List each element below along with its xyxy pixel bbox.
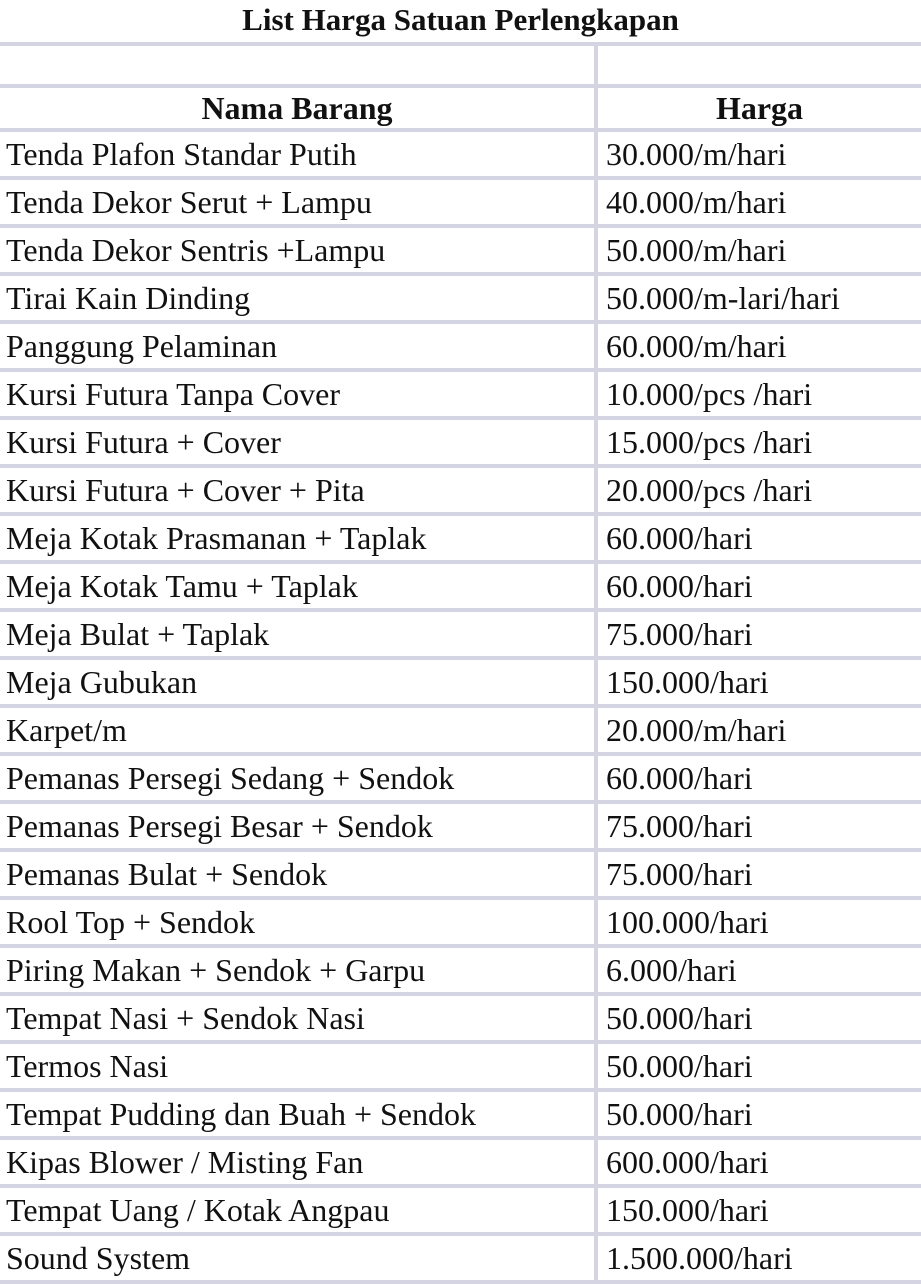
table-row	[0, 708, 921, 756]
item-price-cell: 6.000/hari	[606, 951, 737, 988]
item-name-cell: Tenda Plafon Standar Putih	[0, 132, 598, 176]
table-row	[0, 276, 921, 324]
item-price-cell: 75.000/hari	[606, 615, 753, 652]
item-name-cell: Panggung Pelaminan	[0, 324, 598, 368]
item-price-cell: 75.000/hari	[606, 807, 753, 844]
column-header-price: Harga	[715, 89, 804, 126]
item-price-cell: 50.000/m-lari/hari	[606, 279, 840, 316]
item-name-cell: Pemanas Bulat + Sendok	[0, 852, 598, 896]
table-row	[0, 804, 921, 852]
table-row	[0, 1140, 921, 1188]
item-name-cell: Kipas Blower / Misting Fan	[0, 1140, 598, 1184]
item-name-cell: Pemanas Persegi Besar + Sendok	[0, 804, 598, 848]
item-price-cell: 150.000/hari	[606, 663, 769, 700]
item-name-cell: Kursi Futura + Cover	[0, 420, 598, 464]
table-row	[0, 1044, 921, 1092]
item-name-cell: Meja Kotak Prasmanan + Taplak	[0, 516, 598, 560]
item-price-cell: 600.000/hari	[606, 1143, 769, 1180]
table-row	[0, 1092, 921, 1140]
item-price-cell: 1.500.000/hari	[606, 1239, 793, 1276]
blank-cell	[0, 46, 598, 84]
table-header	[0, 88, 921, 132]
table-row	[0, 132, 921, 180]
item-name-cell: Tempat Nasi + Sendok Nasi	[0, 996, 598, 1040]
item-price-cell: 20.000/pcs /hari	[606, 471, 813, 508]
table-row	[0, 996, 921, 1044]
item-name-cell: Kursi Futura + Cover + Pita	[0, 468, 598, 512]
item-price-cell: 10.000/pcs /hari	[606, 375, 813, 412]
item-name-cell: Piring Makan + Sendok + Garpu	[0, 948, 598, 992]
item-price-cell: 50.000/hari	[606, 1047, 753, 1084]
table-row	[0, 516, 921, 564]
item-price-cell: 150.000/hari	[606, 1191, 769, 1228]
table-row	[0, 900, 921, 948]
table-row	[0, 948, 921, 996]
table-row	[0, 372, 921, 420]
item-price-cell: 50.000/m/hari	[606, 231, 787, 268]
table-row	[0, 420, 921, 468]
item-price-cell: 15.000/pcs /hari	[606, 423, 813, 460]
table-row	[0, 1188, 921, 1236]
item-name-cell: Karpet/m	[0, 708, 598, 752]
blank-row	[0, 46, 921, 88]
item-price-cell: 60.000/hari	[606, 759, 753, 796]
item-name-cell: Pemanas Persegi Sedang + Sendok	[0, 756, 598, 800]
item-name-cell: Sound System	[0, 1236, 598, 1280]
table-row	[0, 228, 921, 276]
item-name-cell: Tempat Uang / Kotak Angpau	[0, 1188, 598, 1232]
item-price-cell: 60.000/hari	[606, 519, 753, 556]
table-row	[0, 852, 921, 900]
table-row	[0, 612, 921, 660]
table-row	[0, 660, 921, 708]
item-price-cell: 60.000/m/hari	[606, 327, 787, 364]
table-row	[0, 180, 921, 228]
item-price-cell: 75.000/hari	[606, 855, 753, 892]
table-row	[0, 468, 921, 516]
item-name-cell: Tenda Dekor Sentris +Lampu	[0, 228, 598, 272]
item-name-cell: Tenda Dekor Serut + Lampu	[0, 180, 598, 224]
item-name-cell: Meja Bulat + Taplak	[0, 612, 598, 656]
item-name-cell: Meja Kotak Tamu + Taplak	[0, 564, 598, 608]
blank-cell	[598, 46, 921, 84]
page-title: List Harga Satuan Perlengkapan	[242, 2, 679, 37]
item-price-cell: 60.000/hari	[606, 567, 753, 604]
table-row	[0, 564, 921, 612]
item-price-cell: 30.000/m/hari	[606, 135, 787, 172]
item-name-cell: Tempat Pudding dan Buah + Sendok	[0, 1092, 598, 1136]
price-table	[0, 42, 921, 1284]
item-price-cell: 40.000/m/hari	[606, 183, 787, 220]
table-row	[0, 1236, 921, 1284]
item-name-cell: Tirai Kain Dinding	[0, 276, 598, 320]
item-name-cell: Rool Top + Sendok	[0, 900, 598, 944]
item-name-cell: Termos Nasi	[0, 1044, 598, 1088]
item-price-cell: 50.000/hari	[606, 1095, 753, 1132]
item-price-cell: 100.000/hari	[606, 903, 769, 940]
item-name-cell: Meja Gubukan	[0, 660, 598, 704]
item-price-cell: 50.000/hari	[606, 999, 753, 1036]
item-price-cell: 20.000/m/hari	[606, 711, 787, 748]
table-row	[0, 756, 921, 804]
item-name-cell: Kursi Futura Tanpa Cover	[0, 372, 598, 416]
table-row	[0, 324, 921, 372]
column-header-name: Nama Barang	[0, 88, 598, 128]
